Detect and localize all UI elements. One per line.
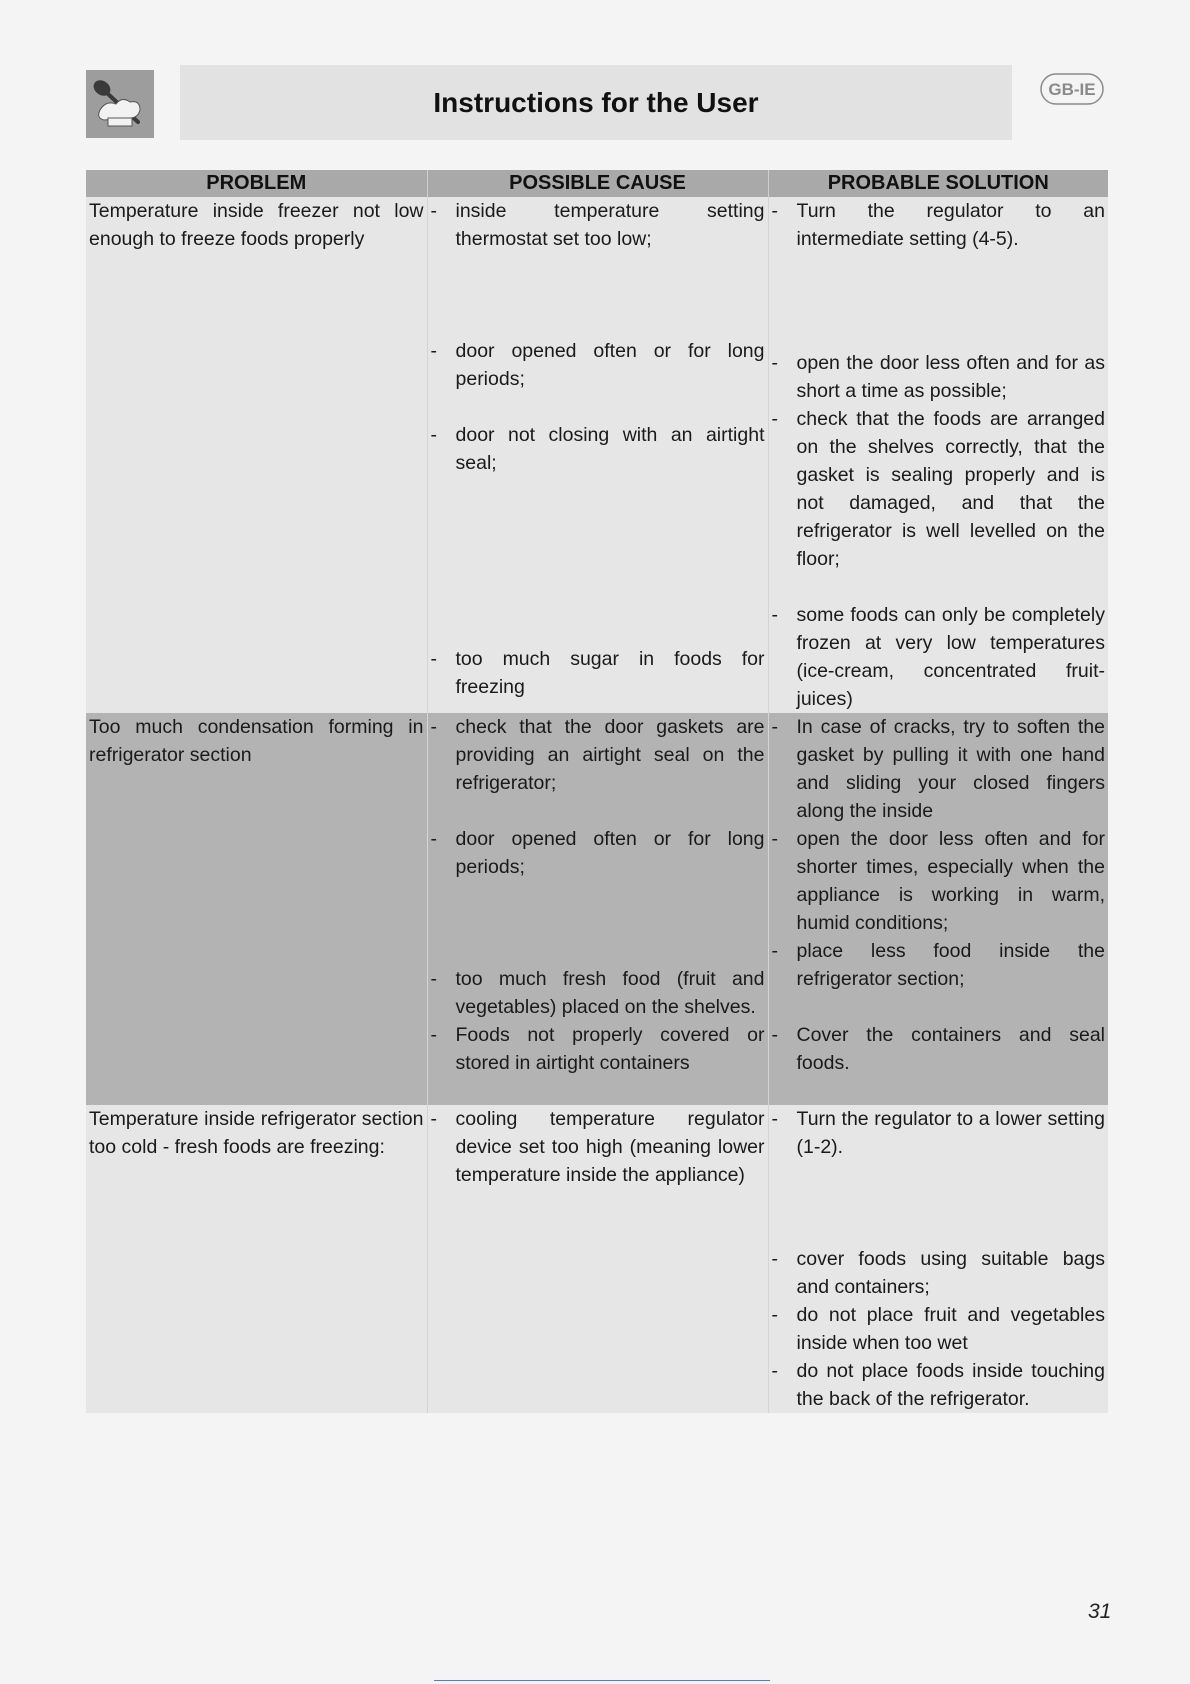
cause-text: cooling temperature regulator device set too high (meaning lower temperature inside the appliance) xyxy=(455,1108,765,1186)
cause-text: check that the door gaskets are providing an airtight seal on the refrigerator; xyxy=(455,716,765,794)
solution-text: cover foods using suitable bags and containers; xyxy=(796,1248,1105,1298)
cause-item: - door opened often or for long periods; xyxy=(428,825,768,881)
problem-text: Too much condensation forming in refrigerator section xyxy=(89,716,424,766)
solution-item: - open the door less often and for as short a time as possible; xyxy=(769,349,1109,405)
cause-text: door opened often or for long periods; xyxy=(455,340,765,390)
footer-divider xyxy=(434,1680,770,1681)
problem-text: Temperature inside freezer not low enough to freeze foods properly xyxy=(89,200,424,250)
cause-item: - Foods not properly covered or stored in airtight containers xyxy=(428,1021,768,1077)
cause-item: - too much sugar in foods for freezing xyxy=(428,645,768,701)
cause-text: door not closing with an airtight seal; xyxy=(455,424,765,474)
cause-item: - inside temperature setting thermostat set too low; xyxy=(428,197,768,253)
chef-spoon-logo-icon xyxy=(86,70,154,138)
solution-item: - Turn the regulator to a lower setting (1-2). xyxy=(769,1105,1109,1161)
solution-text: In case of cracks, try to soften the gasket by pulling it with one hand and sliding your closed fingers along the inside xyxy=(796,716,1105,822)
table-row xyxy=(86,197,1108,713)
page-number: 31 xyxy=(1088,1600,1112,1623)
solution-cell xyxy=(768,1105,1108,1413)
table-row xyxy=(86,1105,1108,1413)
solution-text: Cover the containers and seal foods. xyxy=(796,1024,1105,1074)
solution-text: do not place fruit and vegetables inside when too wet xyxy=(796,1304,1105,1354)
cause-item: - cooling temperature regulator device set too high (meaning lower temperature inside the appliance) xyxy=(428,1105,768,1189)
cause-item: - door opened often or for long periods; xyxy=(428,337,768,393)
problem-cell xyxy=(86,197,427,713)
problem-cell xyxy=(86,1105,427,1413)
solution-text: open the door less often and for shorter times, especially when the appliance is working in warm, humid conditions; xyxy=(796,828,1105,934)
solution-item: - do not place foods inside touching the back of the refrigerator. xyxy=(769,1357,1109,1413)
header-probable-solution: PROBABLE SOLUTION xyxy=(768,170,1108,197)
page-header xyxy=(180,65,1012,140)
solution-cell xyxy=(768,713,1108,1105)
solution-text: place less food inside the refrigerator section; xyxy=(796,940,1105,990)
solution-text: check that the foods are arranged on the shelves correctly, that the gasket is sealing properly and is not damaged, and that the refrigerator is well levelled on the floor; xyxy=(796,408,1105,570)
cause-cell xyxy=(427,197,768,713)
solution-text: Turn the regulator to an intermediate setting (4-5). xyxy=(796,200,1105,250)
language-badge-text: GB-IE xyxy=(1048,80,1096,99)
troubleshooting-table xyxy=(86,170,1108,1413)
solution-item: - open the door less often and for shorter times, especially when the appliance is working in warm, humid conditions; xyxy=(769,825,1109,937)
page-title: Instructions for the User xyxy=(433,86,759,118)
solution-item: - Cover the containers and seal foods. xyxy=(769,1021,1109,1077)
cause-text: door opened often or for long periods; xyxy=(455,828,765,878)
solution-cell xyxy=(768,197,1108,713)
solution-item: - place less food inside the refrigerator section; xyxy=(769,937,1109,993)
cause-cell xyxy=(427,713,768,1105)
solution-item: - Turn the regulator to an intermediate setting (4-5). xyxy=(769,197,1109,253)
solution-text: Turn the regulator to a lower setting (1-2). xyxy=(796,1108,1105,1158)
cause-text: too much sugar in foods for freezing xyxy=(455,648,765,698)
solution-text: some foods can only be completely frozen at very low temperatures (ice-cream, concentrated fruit-juices) xyxy=(796,604,1105,710)
solution-item: - some foods can only be completely frozen at very low temperatures (ice-cream, concentrated fruit-juices) xyxy=(769,601,1109,713)
language-badge xyxy=(1040,73,1104,105)
cause-text: Foods not properly covered or stored in airtight containers xyxy=(455,1024,765,1074)
solution-item: - In case of cracks, try to soften the gasket by pulling it with one hand and sliding your closed fingers along the inside xyxy=(769,713,1109,825)
header-possible-cause: POSSIBLE CAUSE xyxy=(427,170,768,197)
solution-item: - cover foods using suitable bags and containers; xyxy=(769,1245,1109,1301)
table-row xyxy=(86,713,1108,1105)
solution-item: - check that the foods are arranged on the shelves correctly, that the gasket is sealing properly and is not damaged, and that the refrigerator is well levelled on the floor; xyxy=(769,405,1109,573)
header-problem: PROBLEM xyxy=(86,170,427,197)
problem-text: Temperature inside refrigerator section too cold - fresh foods are freezing: xyxy=(89,1108,424,1158)
problem-cell xyxy=(86,713,427,1105)
solution-text: open the door less often and for as short a time as possible; xyxy=(796,352,1105,402)
cause-cell xyxy=(427,1105,768,1413)
cause-text: too much fresh food (fruit and vegetables) placed on the shelves. xyxy=(455,968,765,1018)
solution-item: - do not place fruit and vegetables inside when too wet xyxy=(769,1301,1109,1357)
cause-item: - door not closing with an airtight seal; xyxy=(428,421,768,477)
cause-item: - too much fresh food (fruit and vegetables) placed on the shelves. xyxy=(428,965,768,1021)
cause-text: inside temperature setting thermostat set too low; xyxy=(455,200,765,250)
cause-item: - check that the door gaskets are providing an airtight seal on the refrigerator; xyxy=(428,713,768,797)
solution-text: do not place foods inside touching the back of the refrigerator. xyxy=(796,1360,1105,1410)
